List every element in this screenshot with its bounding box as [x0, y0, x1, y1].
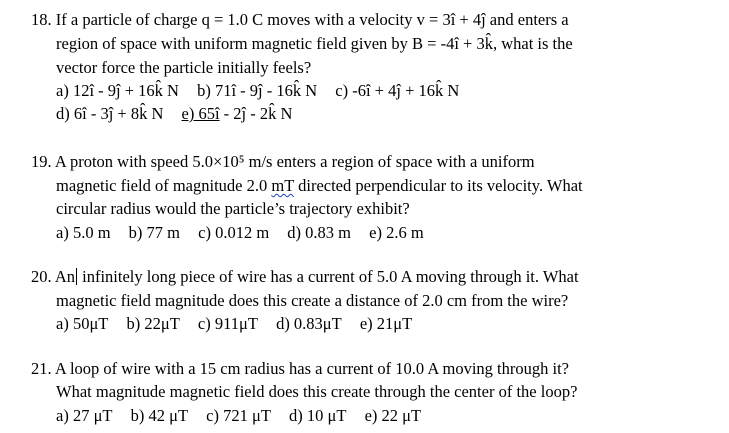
- question-text-part: directed perpendicular to its velocity. What: [293, 176, 583, 195]
- question-text: region of space with uniform magnetic field given by B = -4î + 3k̂, what is the: [56, 34, 573, 53]
- question-text-part: infinitely long piece of wire has a current of 5.0 A moving through it. What: [78, 267, 579, 286]
- question-text-part: magnetic field of magnitude 2.0: [56, 176, 272, 195]
- question-text: [56, 174, 583, 197]
- answer-option-e: e) 21μT: [359, 314, 413, 333]
- answer-option-b: b) 77 m: [128, 223, 180, 242]
- question-text: 18. If a particle of charge q = 1.0 C moves with a velocity v = 3î + 4ĵ and enters a: [31, 10, 569, 29]
- answer-option-c: c) -6î + 4ĵ + 16k̂ N: [335, 81, 460, 100]
- question-text: What magnitude magnetic field does this create through the center of the loop?: [56, 382, 578, 401]
- question-text: [31, 265, 579, 288]
- question-text: magnetic field magnitude does this create a distance of 2.0 cm from the wire?: [56, 291, 569, 310]
- answer-option-a: a) 50μT: [56, 314, 109, 333]
- answer-options: [56, 312, 426, 335]
- answer-option-e: [182, 104, 293, 123]
- answer-option-b: b) 71î - 9ĵ - 16k̂ N: [197, 81, 318, 100]
- answer-option-c: c) 911μT: [197, 314, 258, 333]
- answer-option-e: e) 2.6 m: [369, 223, 424, 242]
- answer-options: [56, 221, 438, 244]
- answer-option-d: d) 0.83μT: [276, 314, 342, 333]
- answer-option-d: d) 10 μT: [289, 406, 347, 425]
- answer-options: [56, 102, 292, 125]
- answer-option-a: a) 27 μT: [56, 406, 113, 425]
- answer-option-a: a) 12î - 9ĵ + 16k̂ N: [56, 81, 179, 100]
- answer-option-d: d) 0.83 m: [287, 223, 351, 242]
- question-text: circular radius would the particle’s trajectory exhibit?: [56, 199, 410, 218]
- answer-option-e-underlined: e) 65î: [181, 104, 220, 123]
- answer-option-e: e) 22 μT: [364, 406, 422, 425]
- text-cursor: [76, 268, 77, 285]
- answer-option-a: a) 5.0 m: [56, 223, 111, 242]
- answer-option-b: b) 42 μT: [130, 406, 189, 425]
- answer-option-d: d) 6î - 3ĵ + 8k̂ N: [56, 104, 164, 123]
- answer-option-c: c) 0.012 m: [198, 223, 270, 242]
- answer-option-e-rest: - 2ĵ - 2k̂ N: [219, 104, 293, 123]
- answer-option-b: b) 22μT: [126, 314, 180, 333]
- question-text: vector force the particle initially feels?: [56, 58, 312, 77]
- spellcheck-unit: mT: [271, 176, 294, 195]
- answer-options: [56, 404, 435, 427]
- question-text: 19. A proton with speed 5.0×10⁵ m/s enters a region of space with a uniform: [31, 152, 535, 171]
- question-text-part: 20. An: [31, 267, 76, 286]
- answer-options: [56, 79, 473, 102]
- answer-option-c: c) 721 μT: [206, 406, 271, 425]
- question-text: 21. A loop of wire with a 15 cm radius has a current of 10.0 A moving through it?: [31, 359, 569, 378]
